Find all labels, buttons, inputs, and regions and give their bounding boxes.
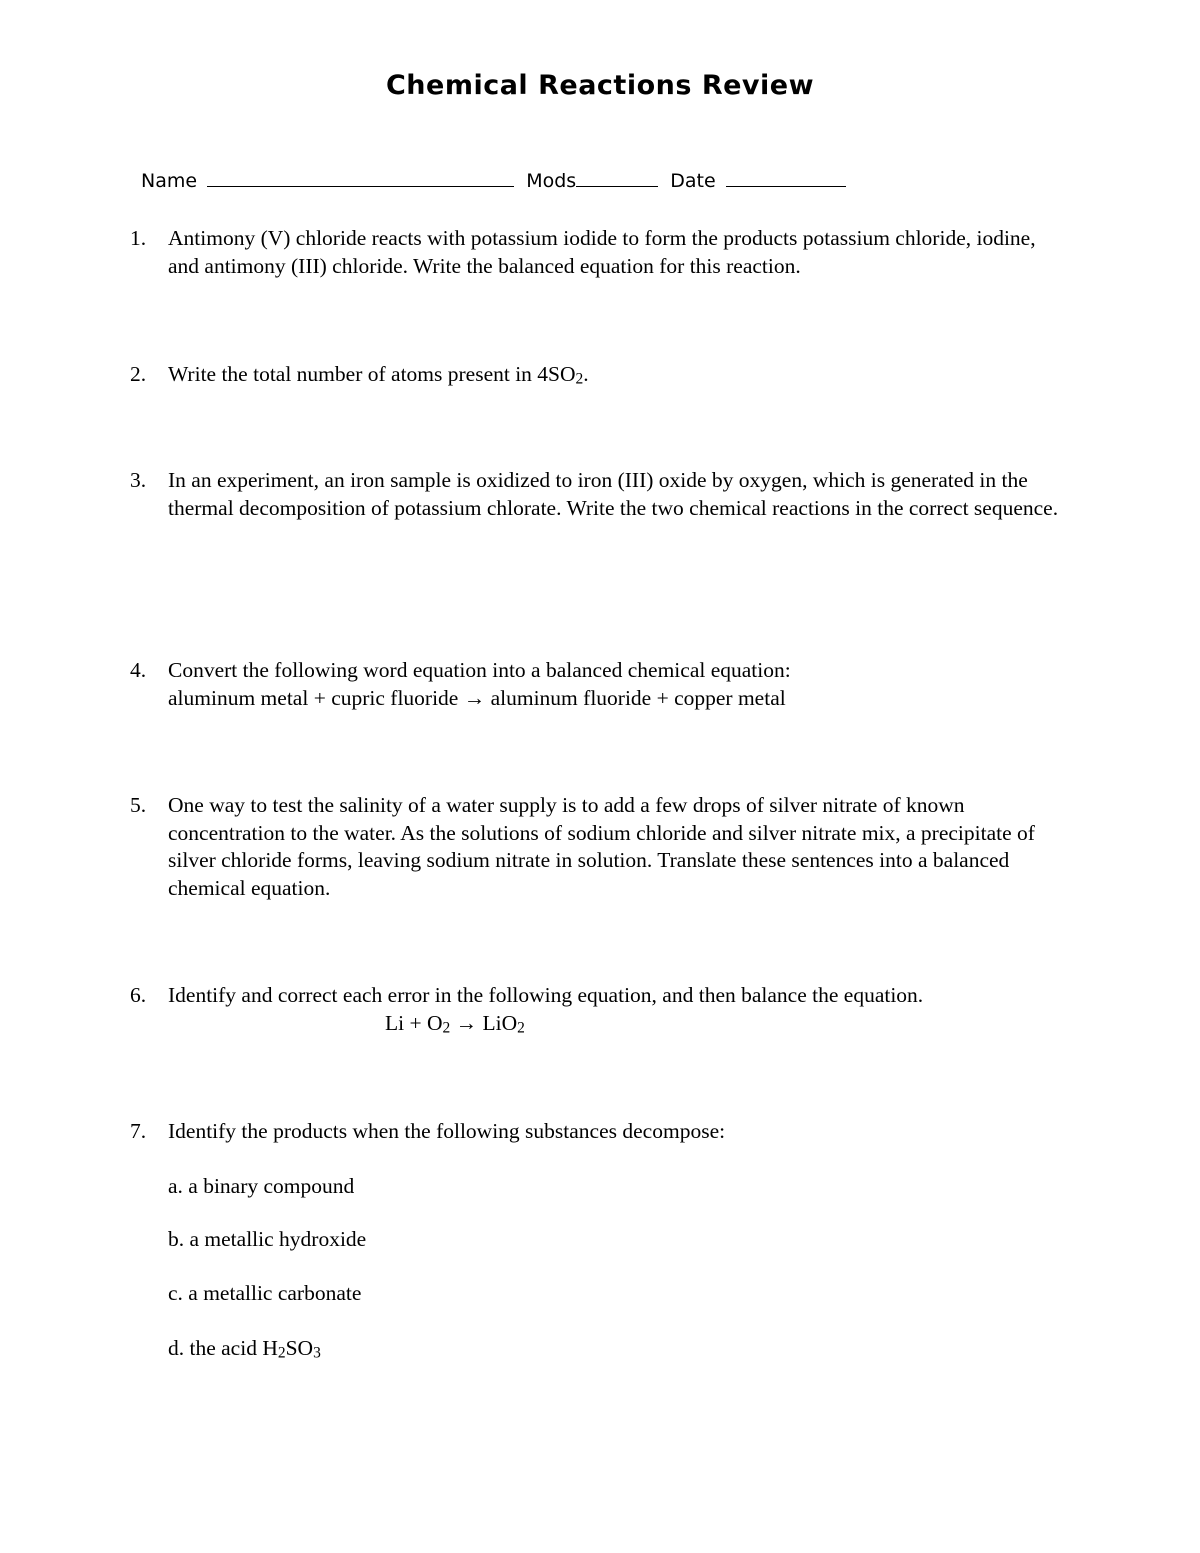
word-equation: aluminum metal + cupric fluoride → aluminum fluoride + copper metal	[168, 685, 786, 710]
mods-label: Mods	[526, 170, 577, 192]
question-7-part-b: b. a metallic hydroxide	[168, 1227, 367, 1251]
page-title: Chemical Reactions Review	[385, 70, 815, 101]
question-text: Convert the following word equation into a balanced chemical equation:	[168, 658, 791, 682]
question-number: 7.	[130, 1119, 147, 1143]
question-number: 2.	[130, 362, 147, 386]
student-info-line	[141, 168, 846, 192]
date-label: Date	[670, 170, 716, 192]
question-number: 1.	[130, 226, 147, 250]
question-number: 4.	[130, 658, 147, 682]
question-3	[130, 467, 1070, 522]
question-5	[130, 792, 1070, 902]
question-7-part-a: a. a binary compound	[168, 1174, 355, 1198]
date-field[interactable]	[726, 168, 846, 187]
question-2	[130, 361, 1070, 389]
question-text: Antimony (V) chloride reacts with potassium iodide to form the products potassium chloride, iodine, and antimony (III) chloride. Write the balanced equation for this reaction.	[168, 226, 1036, 278]
question-text: One way to test the salinity of a water supply is to add a few drops of silver nitrate of known concentration to the water. As the solutions of sodium chloride and silver nitrate mix, a precipitate of silver chloride forms, leaving sodium nitrate in solution. Translate these sentences into a balanced chemical equation.	[168, 793, 1035, 900]
question-7-part-d: d. the acid $H_2SO_3$	[168, 1336, 321, 1362]
question-6	[130, 982, 1070, 1037]
name-field[interactable]	[207, 168, 514, 187]
question-text: Write the total number of atoms present in $4SO_2$.	[168, 362, 589, 388]
question-number: 6.	[130, 983, 147, 1007]
name-label: Name	[141, 170, 198, 192]
question-text: Identify and correct each error in the following equation, and then balance the equation.	[168, 983, 924, 1007]
question-text: Identify the products when the following substances decompose:	[168, 1119, 726, 1143]
question-7	[130, 1118, 1070, 1146]
arrow-icon: →	[450, 1010, 483, 1035]
question-number: 3.	[130, 468, 147, 492]
question-4	[130, 657, 1070, 712]
question-1	[130, 225, 1070, 280]
question-7-part-c: c. a metallic carbonate	[168, 1281, 362, 1305]
mods-field[interactable]	[576, 168, 658, 187]
question-text: In an experiment, an iron sample is oxidized to iron (III) oxide by oxygen, which is generated in the thermal decomposition of potassium chlorate. Write the two chemical reactions in the correct sequence.	[168, 468, 1059, 520]
question-number: 5.	[130, 793, 147, 817]
chemical-equation: $Li + O_2 \to LiO_2$	[385, 1010, 525, 1036]
